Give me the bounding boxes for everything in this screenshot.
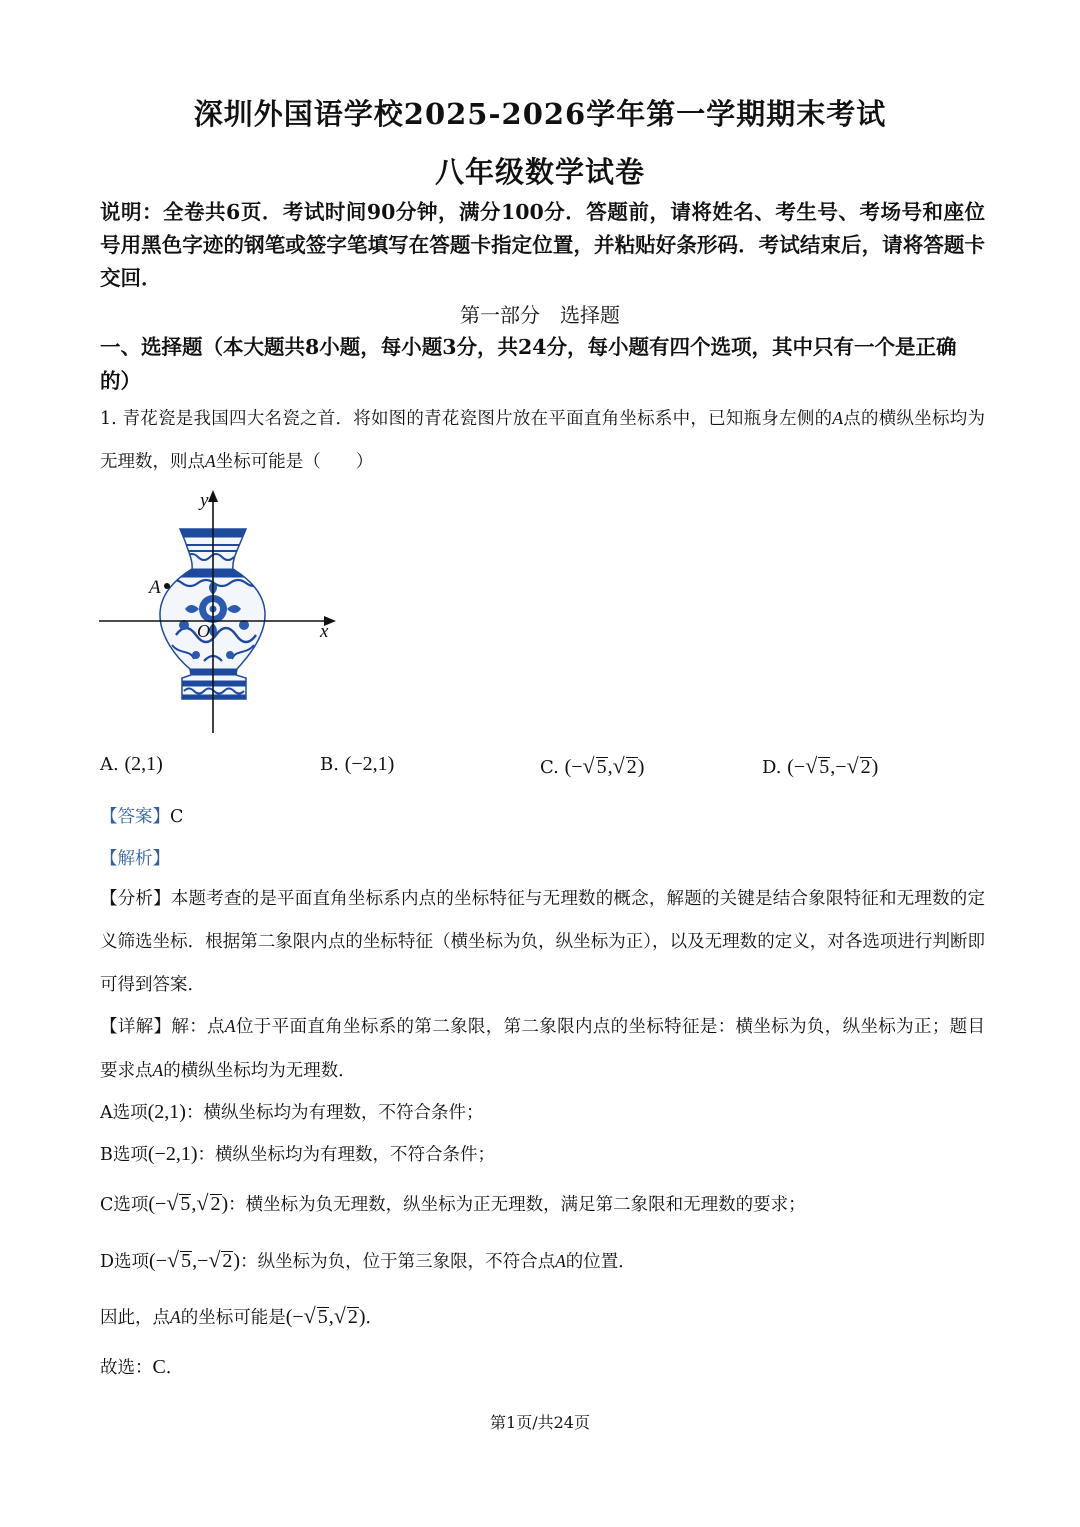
answer-value: C: [170, 807, 184, 827]
point-a-ref: A: [205, 451, 216, 471]
option-d-sep: ,−: [830, 756, 847, 778]
line-b-text: ：横纵坐标均为有理数，不符合条件；: [197, 1145, 495, 1165]
line-c-radicand-1: 5: [180, 1193, 191, 1215]
conclusion-open: (−: [285, 1306, 304, 1328]
line-c-radicand-2: 2: [210, 1193, 221, 1215]
answer-line: [100, 803, 985, 828]
line-c-text: ：横坐标为负无理数，纵坐标为正无理数，满足第二象限和无理数的要求；: [228, 1195, 806, 1215]
point-a-ref: A: [170, 1307, 181, 1327]
option-c-radicand-1: 5: [596, 756, 607, 778]
answer-label: 【答案】: [100, 807, 170, 827]
line-c-sep: ,: [191, 1193, 197, 1215]
option-c-open: (−: [564, 756, 583, 778]
conclusion-sep: ,: [328, 1306, 334, 1328]
conclusion-end: ．: [365, 1308, 383, 1328]
line-d-prefix: D选项: [100, 1252, 150, 1272]
point-a-dot: [164, 583, 170, 589]
option-d-open: (−: [787, 756, 806, 778]
line-b-prefix: B选项: [100, 1145, 148, 1165]
part-title: 第一部分 选择题: [460, 303, 620, 327]
point-a-ref: A: [152, 1060, 164, 1080]
y-axis-arrow-icon: [208, 490, 218, 502]
question-1-stem-part2: 点的横纵坐标均为无理数，则点: [100, 409, 985, 472]
question-1-stem-part3: 坐标可能是（ ）: [215, 452, 374, 472]
option-c-close: ): [637, 756, 645, 778]
detail-text-2: 位于平面直角坐标系的第二象限，第二象限内点的坐标特征是：横坐标为负，纵坐标为正；题目要求点: [100, 1017, 986, 1081]
conclusion-line: [100, 1303, 985, 1329]
conclusion-text-2: 的坐标可能是: [180, 1308, 286, 1328]
choose-line: [100, 1354, 985, 1379]
line-d-text: ：纵坐标为负，位于第三象限，不符合点: [240, 1252, 556, 1272]
conclusion-radicand-2: 2: [347, 1306, 358, 1328]
option-c-letter: C.: [540, 757, 559, 778]
exam-title: 深圳外国语学校2025-2026学年第一学期期末考试: [193, 97, 887, 131]
option-d-value: (−√ 5,−√ 2): [787, 753, 879, 778]
option-c: [540, 753, 644, 779]
fenxi-label: 【分析】: [100, 889, 171, 909]
line-d-radicand-2: 2: [222, 1250, 233, 1272]
option-d-close: ): [871, 756, 879, 778]
line-c-close: ): [221, 1193, 229, 1215]
point-a-ref: A: [832, 408, 844, 428]
option-a-value: (2,1): [124, 753, 163, 775]
option-b-value: (−2,1): [344, 753, 395, 775]
choose-label: 故选：: [100, 1358, 153, 1378]
option-c-value: (−√ 5,√ 2): [564, 753, 645, 778]
point-a-ref: A: [555, 1251, 566, 1271]
line-d-text-2: 的位置．: [565, 1252, 636, 1272]
choose-value: C: [152, 1356, 166, 1378]
exam-subtitle: 八年级数学试卷: [434, 155, 645, 189]
option-b: [320, 753, 394, 776]
question-1-stem: [100, 397, 985, 483]
choose-end: ．: [165, 1358, 184, 1378]
line-a-coord: (2,1): [147, 1101, 186, 1123]
line-c-open: (−: [148, 1193, 167, 1215]
option-d-letter: D.: [762, 757, 782, 778]
detail-label: 【详解】: [100, 1017, 172, 1037]
detail-line-b: [100, 1141, 985, 1166]
detail-line-c: [100, 1190, 985, 1216]
detail-paragraph: [100, 1005, 985, 1093]
option-d: [762, 753, 878, 779]
line-d-open: (−: [149, 1250, 167, 1272]
option-c-sep: ,: [607, 756, 613, 778]
origin-label: O: [197, 621, 210, 641]
detail-text-3: 的横纵坐标均为无理数．: [163, 1061, 356, 1081]
line-a-text: ：横纵坐标均为有理数，不符合条件；: [185, 1103, 484, 1123]
line-c-prefix: C选项: [100, 1195, 149, 1215]
line-d-coord: (−√ 5,−√ 2): [149, 1247, 241, 1272]
conclusion-close: ): [358, 1306, 366, 1328]
x-axis-label: x: [320, 621, 329, 642]
y-axis-label: y: [200, 490, 209, 511]
point-a-label: A: [149, 577, 161, 598]
option-d-radicand-2: 2: [860, 756, 871, 778]
instructions: 说明：全卷共6页．考试时间90分钟，满分100分．答题前，请将姓名、考生号、考场号和座位号用黑色字迹的钢笔或签字笔填写在答题卡指定位置，并粘贴好条形码．考试结束后，请将答题卡交回．: [100, 200, 985, 290]
line-c-coord: (−√ 5,√ 2): [148, 1190, 229, 1215]
option-d-radicand-1: 5: [819, 756, 830, 778]
line-d-close: ): [233, 1250, 241, 1272]
conclusion-coord: (−√ 5,√ 2): [285, 1303, 366, 1328]
detail-line-d: [100, 1247, 985, 1273]
option-c-radicand-2: 2: [626, 756, 637, 778]
point-a-ref: A: [224, 1016, 236, 1036]
conclusion-radicand-1: 5: [317, 1306, 328, 1328]
question-1-stem-part1: 1. 青花瓷是我国四大名瓷之首．将如图的青花瓷图片放在平面直角坐标系中，已知瓶身左侧的: [100, 409, 833, 429]
option-b-letter: B.: [320, 754, 339, 775]
line-d-sep: ,−: [192, 1250, 209, 1272]
option-a: [100, 753, 163, 776]
fenxi-text: 本题考查的是平面直角坐标系内点的坐标特征与无理数的概念，解题的关键是结合象限特征和无理数的定义筛选坐标．根据第二象限内点的坐标特征（横坐标为负，纵坐标为正），以及无理数的定义，对各选项进行判断即可得到答案．: [100, 889, 986, 995]
detail-text-1: 解：点: [171, 1017, 225, 1037]
option-a-letter: A.: [100, 754, 119, 775]
page-footer: 第1页/共24页: [490, 1413, 590, 1432]
section-heading: 一、选择题（本大题共8小题，每小题3分，共24分，每小题有四个选项，其中只有一个是正确的）: [100, 335, 957, 393]
line-d-radicand-1: 5: [181, 1250, 192, 1272]
line-b-coord: (−2,1): [147, 1143, 198, 1165]
analysis-label: 【解析】: [100, 849, 170, 869]
detail-line-a: [100, 1099, 985, 1124]
fenxi-paragraph: [100, 878, 985, 1007]
line-a-prefix: A选项: [100, 1103, 148, 1123]
vase-coordinate-figure: [96, 485, 346, 737]
conclusion-text-1: 因此，点: [100, 1308, 170, 1328]
